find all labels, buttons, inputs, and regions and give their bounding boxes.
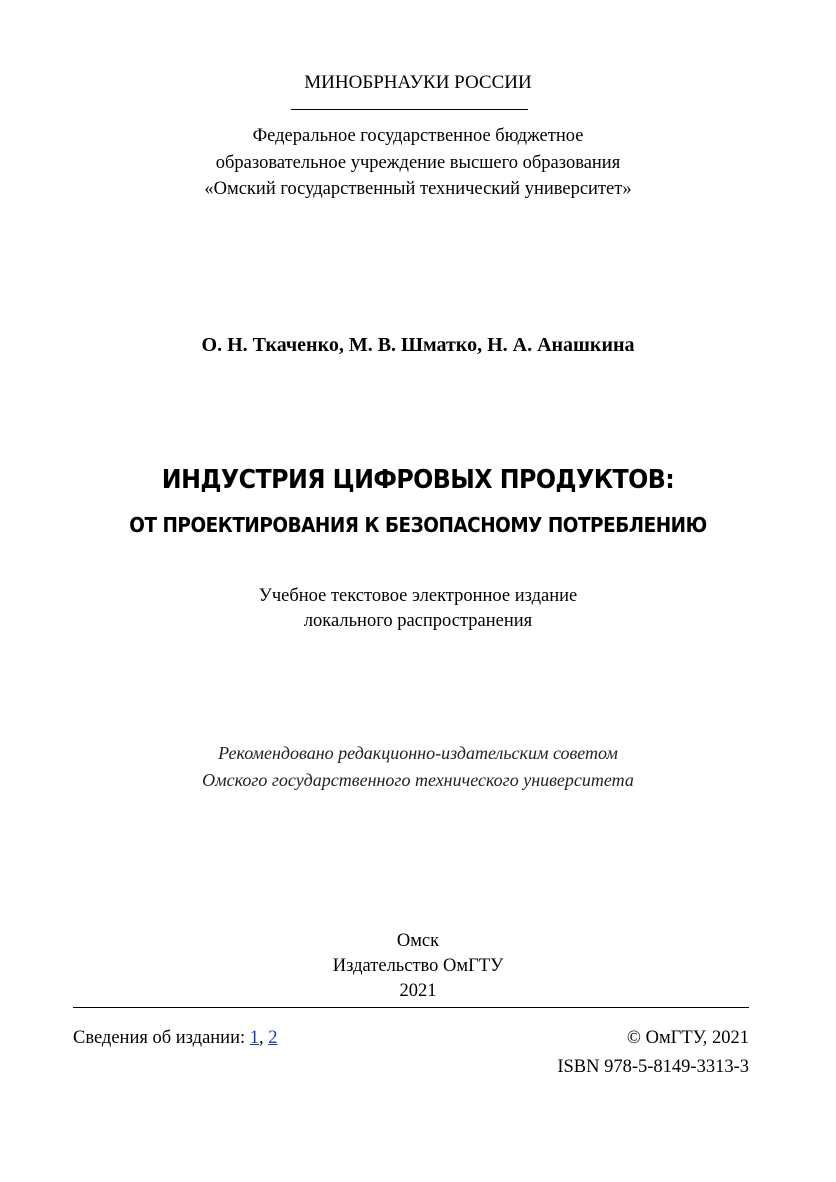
- institution-line-2: образовательное учреждение высшего образования: [215, 152, 621, 173]
- edition-info-link-2[interactable]: 2: [268, 1028, 278, 1048]
- institution-line-3: «Омский государственный технический университет»: [204, 179, 632, 199]
- edition-info-link-1[interactable]: 1: [249, 1028, 259, 1048]
- ministry-divider: [291, 109, 528, 110]
- edition-line-2: локального распространения: [303, 611, 533, 631]
- institution-block: [0, 123, 836, 203]
- book-title: ИНДУСТРИЯ ЦИФРОВЫХ ПРОДУКТОВ:: [161, 465, 675, 495]
- authors: О. Н. Ткаченко, М. В. Шматко, Н. А. Анашкина: [201, 334, 635, 356]
- ministry-header: [0, 70, 836, 96]
- footer-divider: [73, 1007, 749, 1008]
- institution-line-1: Федеральное государственное бюджетное: [252, 126, 584, 146]
- recommendation: [0, 740, 836, 794]
- imprint: [0, 929, 836, 1004]
- imprint-city: Омск: [396, 931, 440, 951]
- edition-type: [0, 584, 836, 634]
- edition-info: [73, 1026, 278, 1050]
- imprint-publisher: Издательство ОмГТУ: [332, 956, 504, 976]
- recommendation-line-2: Омского государственного технического университета: [202, 770, 634, 790]
- recommendation-line-1: Рекомендовано редакционно-издательским советом: [218, 743, 618, 763]
- edition-info-separator: ,: [259, 1028, 264, 1048]
- edition-info-label: Сведения об издании:: [73, 1028, 246, 1048]
- isbn: ISBN 978-5-8149-3313-3: [557, 1057, 749, 1077]
- copyright: © ОмГТУ, 2021: [626, 1028, 749, 1048]
- edition-line-1: Учебное текстовое электронное издание: [258, 586, 578, 606]
- ministry-name: МИНОБРНАУКИ РОССИИ: [304, 72, 532, 93]
- imprint-year: 2021: [399, 981, 437, 1001]
- book-subtitle: ОТ ПРОЕКТИРОВАНИЯ К БЕЗОПАСНОМУ ПОТРЕБЛЕНИЮ: [129, 513, 707, 537]
